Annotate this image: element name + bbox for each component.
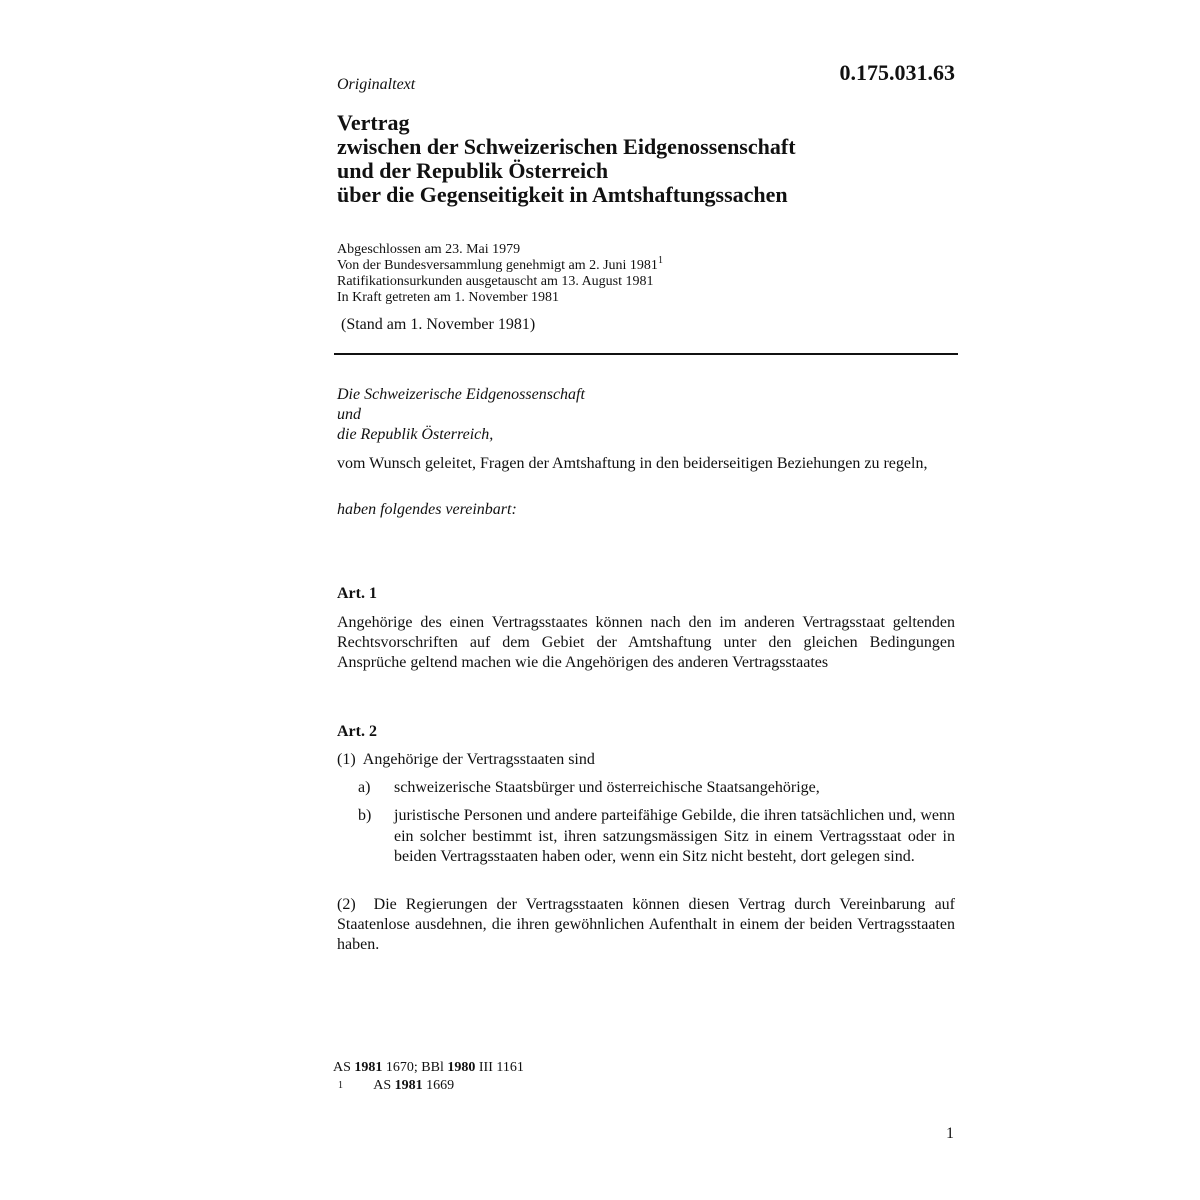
article-1-heading: Art. 1 (337, 585, 377, 602)
ratification-date: Ratifikationsurkunden ausgetauscht am 13. August 1981 (337, 274, 654, 289)
list-item (358, 778, 955, 798)
preamble-wish: vom Wunsch geleitet, Fragen der Amtshaftung in den beiderseitigen Beziehungen zu regeln, (337, 455, 928, 472)
article-1-text: Angehörige des einen Vertragsstaates können nach den im anderen Vertragsstaat geltenden Rechtsvorschriften auf dem Gebiet der Amtshaftung unter den gleichen Bedingungen Ansprüche geltend machen wie die Angehörigen des anderen Vertragsstaates (337, 614, 955, 671)
concluded-date: Abgeschlossen am 23. Mai 1979 (337, 242, 521, 257)
preamble-and: und (337, 406, 361, 423)
item-text: schweizerische Staatsbürger und österreichische Staatsangehörige, (394, 779, 820, 796)
title-line: zwischen der Schweizerischen Eidgenossenschaft (337, 134, 796, 159)
title-line: und der Republik Österreich (337, 158, 609, 183)
paragraph-text: Die Regierungen der Vertragsstaaten können diesen Vertrag durch Vereinbarung auf Staatenlose ausdehnen, die ihren gewöhnlichen Aufenthalt in einem der beiden Vertragsstaaten haben. (337, 896, 955, 953)
article-2-paragraph-1 (337, 750, 595, 770)
list-item (358, 806, 955, 868)
original-text-label: Originaltext (337, 76, 416, 93)
source-reference: AS 1981 1670; BBl 1980 III 1161 (333, 1060, 524, 1075)
dates-block (337, 242, 663, 306)
footnote-number: 1 (338, 1080, 343, 1091)
document-title (337, 111, 796, 207)
item-text: juristische Personen und andere parteifähige Gebilde, die ihren tatsächlichen und, wenn ein solcher bestimmt ist, ihren satzungsmässigen Sitz in einem Vertragsstaat oder in beiden Vertragsstaaten haben oder, wenn ein Sitz nicht besteht, dort gelegen sind. (394, 807, 955, 865)
title-line: über die Gegenseitigkeit in Amtshaftungssachen (337, 182, 788, 207)
sr-number: 0.175.031.63 (839, 60, 955, 85)
preamble-parties (337, 385, 955, 445)
item-letter: a) (358, 779, 371, 796)
footnote-ref[interactable]: 1 (657, 255, 663, 266)
party-austria: die Republik Österreich, (337, 426, 494, 443)
title-line: Vertrag (337, 110, 410, 135)
article-2-paragraph-2 (337, 895, 955, 955)
footnote-1: $^1$ AS 1981 1669 (338, 1078, 455, 1093)
status-date: (Stand am 1. November 1981) (341, 316, 536, 333)
header-rule (334, 353, 958, 355)
paragraph-number: (1) (337, 751, 356, 768)
item-letter: b) (358, 807, 372, 824)
paragraph-text: Angehörige der Vertragsstaaten sind (362, 751, 595, 768)
preamble-agreed: haben folgendes vereinbart: (337, 501, 517, 518)
party-switzerland: Die Schweizerische Eidgenossenschaft (337, 386, 585, 403)
in-force-date: In Kraft getreten am 1. November 1981 (337, 290, 559, 305)
article-2-heading: Art. 2 (337, 723, 377, 740)
approval-date: Von der Bundesversammlung genehmigt am 2. Juni 1981$^1$ (337, 255, 663, 273)
paragraph-number: (2) (337, 896, 356, 913)
page-number: 1 (946, 1125, 954, 1142)
